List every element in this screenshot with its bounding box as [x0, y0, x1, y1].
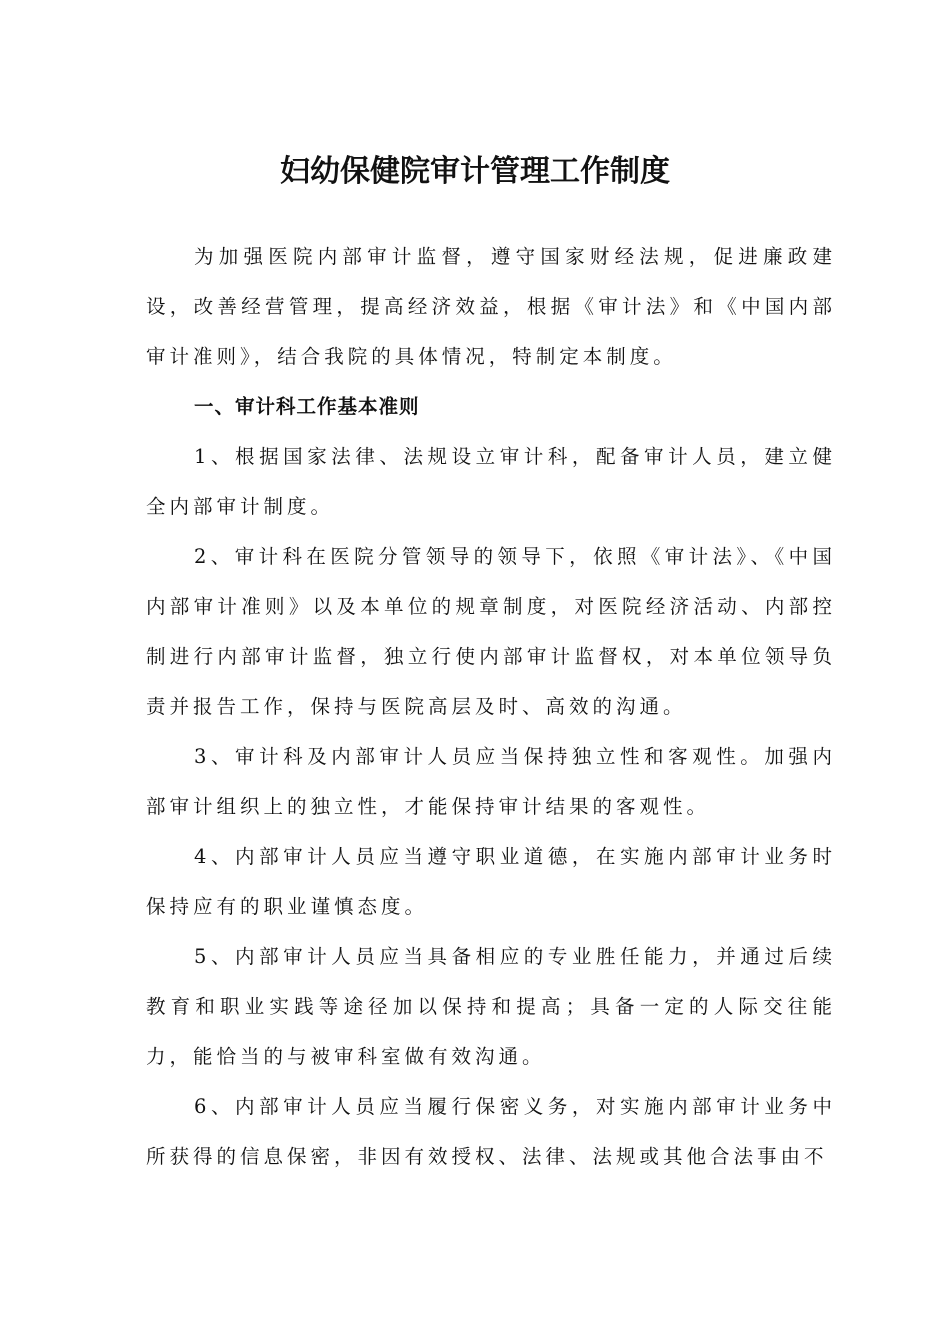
- rule-item-3: 3、审计科及内部审计人员应当保持独立性和客观性。加强内部审计组织上的独立性，才能保持审计结果的客观性。: [146, 745, 836, 818]
- rule-item-4: 4、内部审计人员应当遵守职业道德，在实施内部审计业务时保持应有的职业谨慎态度。: [146, 845, 836, 918]
- rule-item-5: 5、内部审计人员应当具备相应的专业胜任能力，并通过后续教育和职业实践等途径加以保持和提高；具备一定的人际交往能力，能恰当的与被审科室做有效沟通。: [146, 945, 836, 1068]
- rule-item-1: 1、根据国家法律、法规设立审计科，配备审计人员，建立健全内部审计制度。: [146, 445, 836, 518]
- intro-paragraph: 为加强医院内部审计监督，遵守国家财经法规，促进廉政建设，改善经营管理，提高经济效益，根据《审计法》和《中国内部审计准则》，结合我院的具体情况，特制定本制度。: [146, 245, 836, 368]
- rule-item-6: 6、内部审计人员应当履行保密义务，对实施内部审计业务中所获得的信息保密，非因有效授权、法律、法规或其他合法事由不: [146, 1095, 836, 1168]
- rule-item-2: 2、审计科在医院分管领导的领导下，依照《审计法》、《中国内部审计准则》以及本单位的规章制度，对医院经济活动、内部控制进行内部审计监督，独立行使内部审计监督权，对本单位领导负责并报告工作，保持与医院高层及时、高效的沟通。: [146, 545, 836, 718]
- section-heading: 一、审计科工作基本准则: [194, 395, 420, 418]
- document-body: [146, 232, 836, 1182]
- document-title: 妇幼保健院审计管理工作制度: [280, 154, 670, 189]
